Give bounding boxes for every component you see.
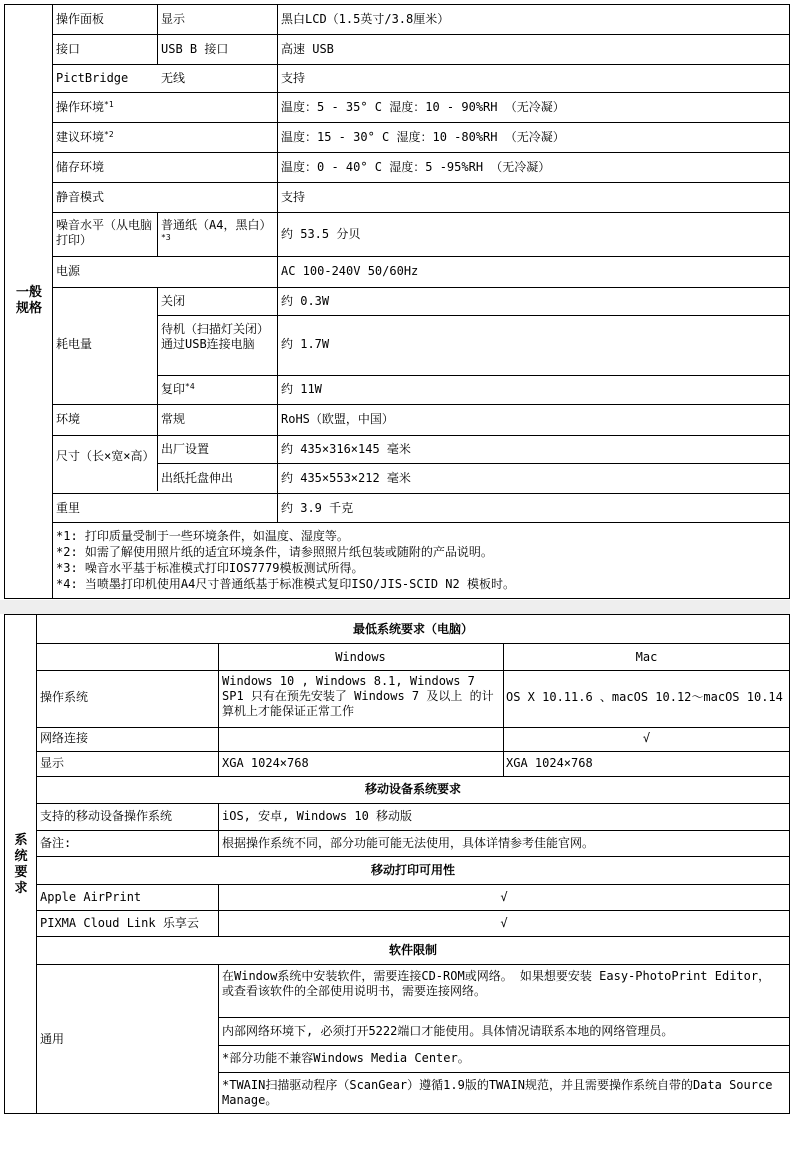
row-value: RoHS（欧盟，中国） <box>281 412 394 426</box>
row-sub: 关闭 <box>161 294 186 308</box>
software-note: *部分功能不兼容Windows Media Center。 <box>222 1051 470 1065</box>
footnote: *2: 如需了解使用照片纸的适宜环境条件，请参照照片纸包装或随附的产品说明。 <box>56 545 493 559</box>
windows-column-header: Windows <box>335 650 386 664</box>
footnote: *4: 当喷墨打印机使用A4尺寸普通纸基于标准模式复印ISO/JIS-SCID N2 模板时。 <box>56 577 515 591</box>
mac-os-value: OS X 10.11.6 、macOS 10.12～macOS 10.14 <box>506 690 783 704</box>
row-sub: 普通纸（A4，黑白）$^{*3}$ <box>161 218 272 242</box>
row-value: 支持 <box>281 190 306 204</box>
row-value: AC 100-240V 50/60Hz <box>281 264 419 278</box>
pc-requirements-title: 最低系统要求（电脑） <box>352 622 473 636</box>
row-label: PictBridge <box>56 71 129 85</box>
row-sub: 显示 <box>161 12 186 26</box>
footnote: *1: 打印质量受制于一些环境条件，如温度、湿度等。 <box>56 529 349 543</box>
row-label: 支持的移动设备操作系统 <box>40 809 173 823</box>
system-section-label: 系 统 要 求 <box>14 833 28 896</box>
row-label: 建议环境$^{*2}$ <box>56 130 114 144</box>
check-mark: √ <box>500 916 508 930</box>
mac-display-value: XGA 1024×768 <box>506 756 593 770</box>
row-label: 环境 <box>56 412 81 426</box>
section-gap <box>0 600 790 614</box>
row-label: Apple AirPrint <box>40 890 142 904</box>
row-sub: 出纸托盘伸出 <box>161 471 234 485</box>
check-mark: √ <box>500 890 508 904</box>
row-label: 网络连接 <box>40 731 89 745</box>
row-value: 温度：0 - 40° C 湿度：5 -95%RH （无冷凝） <box>281 160 551 174</box>
row-label: 操作面板 <box>56 12 105 26</box>
row-label: 尺寸（长×宽×高） <box>56 449 155 463</box>
software-limits-title: 软件限制 <box>388 943 437 957</box>
row-sub: 无线 <box>161 71 186 85</box>
row-label: 储存环境 <box>56 160 105 174</box>
row-sub: USB B 接口 <box>161 42 229 56</box>
row-value: 黑白LCD（1.5英寸/3.8厘米） <box>281 12 450 26</box>
row-value: 支持 <box>281 71 306 85</box>
software-note: *TWAIN扫描驱动程序（ScanGear）遵循1.9版的TWAIN规范，并且需要操作系统自带的Data Source Manage。 <box>222 1078 773 1107</box>
windows-display-value: XGA 1024×768 <box>222 756 309 770</box>
row-value: 温度：15 - 30° C 湿度：10 -80%RH （无冷凝） <box>281 130 565 144</box>
row-value: 约 53.5 分贝 <box>281 227 361 241</box>
row-label: 显示 <box>40 756 65 770</box>
row-label: 操作系统 <box>40 690 89 704</box>
row-label: 备注: <box>40 836 72 850</box>
row-value: 温度：5 - 35° C 湿度：10 - 90%RH （无冷凝） <box>281 100 565 114</box>
row-label: 通用 <box>40 1032 65 1046</box>
row-sub: 常规 <box>161 412 186 426</box>
row-value: 根据操作系统不同，部分功能可能无法使用，具体详情参考佳能官网。 <box>222 836 595 850</box>
row-value: 高速 USB <box>281 42 334 56</box>
row-label: 重里 <box>56 501 81 515</box>
row-label: 操作环境$^{*1}$ <box>56 100 114 114</box>
row-sub: 出厂设置 <box>161 442 210 456</box>
row-label: PIXMA Cloud Link 乐享云 <box>40 916 199 930</box>
row-sub: 待机（扫描灯关闭）通过USB连接电脑 <box>161 322 270 351</box>
mobile-requirements-title: 移动设备系统要求 <box>364 782 461 796</box>
mac-column-header: Mac <box>635 650 658 664</box>
row-value: 约 3.9 千克 <box>281 501 354 515</box>
row-value: 约 435×553×212 毫米 <box>281 471 411 485</box>
general-table-border <box>4 4 790 599</box>
row-value: 约 1.7W <box>281 337 330 351</box>
row-value: 约 435×316×145 毫米 <box>281 442 411 456</box>
row-label: 噪音水平（从电脑打印） <box>56 218 153 247</box>
row-value: iOS, 安卓, Windows 10 移动版 <box>222 809 413 823</box>
row-label: 静音模式 <box>56 190 105 204</box>
check-mark: √ <box>642 731 651 745</box>
general-section-label: 一般 规格 <box>15 285 42 316</box>
software-note: 内部网络环境下, 必须打开5222端口才能使用。具体情况请联系本地的网络管理员。 <box>222 1024 674 1038</box>
footnote: *3: 噪音水平基于标准模式打印IOS7779模板测试所得。 <box>56 561 364 575</box>
row-label: 接口 <box>56 42 81 56</box>
row-label: 耗电量 <box>56 337 93 351</box>
row-label: 电源 <box>56 264 81 278</box>
row-sub: 复印$^{*4}$ <box>161 382 195 396</box>
software-note: 在Window系统中安装软件，需要连接CD-ROM或网络。 如果想要安装 Easy-PhotoPrint Editor，或查看该软件的全部使用说明书，需要连接网络。 <box>222 969 771 998</box>
row-value: 约 0.3W <box>281 294 330 308</box>
row-value: 约 11W <box>281 382 322 396</box>
mobile-printing-title: 移动打印可用性 <box>370 863 455 877</box>
windows-os-value: Windows 10 , Windows 8.1, Windows 7 SP1 只有在预先安装了 Windows 7 及以上 的计算机上才能保证正常工作 <box>222 674 494 718</box>
